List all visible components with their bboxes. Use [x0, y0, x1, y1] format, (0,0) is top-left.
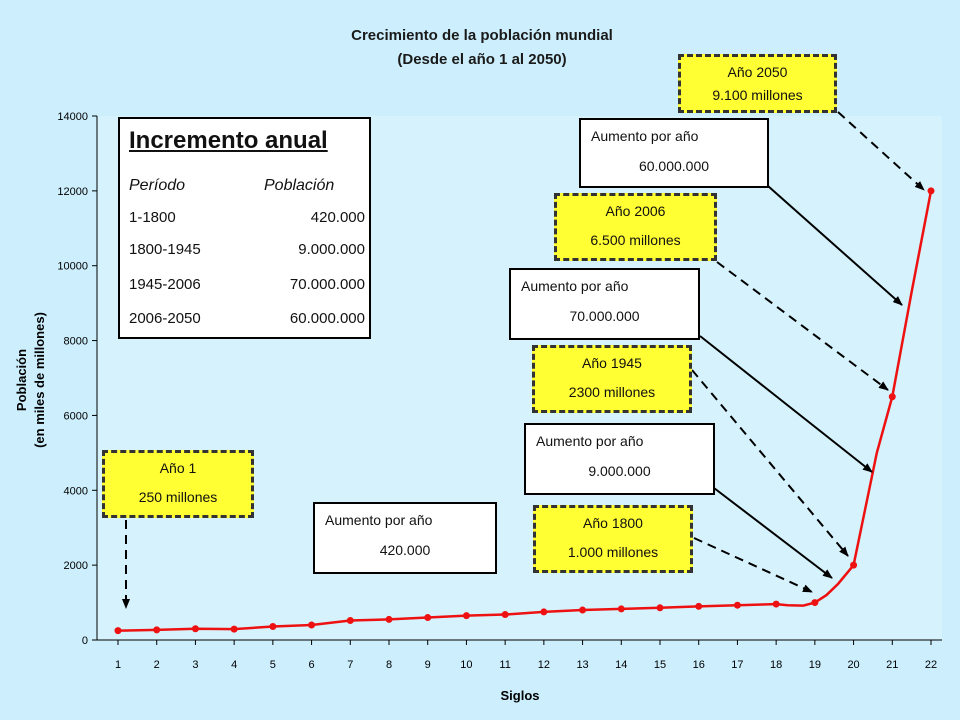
year-1-box [102, 450, 254, 518]
data-point [579, 607, 586, 614]
year-1-value: 250 millones [138, 489, 218, 505]
data-point [308, 622, 315, 629]
data-point [657, 604, 664, 611]
row-value: 60.000.000 [289, 310, 365, 327]
y-axis-title-line1: Población [14, 348, 29, 412]
increase-row [129, 241, 365, 261]
increase-note-420k [313, 502, 497, 574]
row-period: 1-1800 [129, 209, 176, 226]
increase-note-value: 70.000.000 [569, 308, 640, 324]
year-2050-label: Año 2050 [727, 64, 788, 80]
increase-row [129, 209, 365, 229]
y-tick-label: 10000 [57, 260, 88, 273]
increase-note-label: Aumento por año [591, 128, 699, 144]
y-tick-label: 6000 [63, 410, 88, 423]
y-tick-label: 14000 [57, 111, 88, 123]
year-2006-box [554, 193, 717, 261]
y-tick-label: 12000 [57, 185, 88, 198]
year-1800-box [533, 505, 693, 573]
year-2050-box [678, 54, 837, 113]
row-value: 420.000 [310, 209, 365, 226]
x-tick-label: 11 [499, 659, 511, 671]
y-axis-title-line2: (en miles de millones) [32, 312, 47, 448]
data-point [811, 599, 818, 606]
data-point [115, 627, 122, 634]
data-point [347, 617, 354, 624]
increase-note-9m [524, 423, 715, 495]
data-point [773, 601, 780, 608]
x-tick-label: 19 [808, 659, 821, 671]
header-period: Período [129, 177, 186, 194]
year-2006-label: Año 2006 [605, 203, 666, 219]
x-tick-label: 16 [692, 659, 705, 671]
increase-note-label: Aumento por año [521, 278, 629, 294]
data-point [889, 393, 896, 400]
increase-note-value: 60.000.000 [638, 158, 710, 174]
x-tick-label: 1 [114, 659, 122, 671]
data-point [269, 623, 276, 630]
x-tick-label: 8 [385, 659, 393, 671]
x-tick-label: 20 [847, 659, 860, 671]
annual-increase-title: Incremento anual [129, 127, 328, 154]
row-period: 1800-1945 [129, 241, 201, 258]
chart-subtitle: (Desde el año 1 al 2050) [397, 51, 567, 68]
x-tick-label: 3 [192, 659, 199, 671]
increase-note-label: Aumento por año [325, 512, 433, 528]
row-period: 1945-2006 [129, 276, 201, 293]
x-tick-label: 13 [576, 659, 589, 671]
x-tick-label: 6 [308, 659, 315, 671]
x-tick-label: 12 [537, 659, 550, 671]
data-point [463, 612, 470, 619]
data-point [618, 605, 625, 612]
x-axis-title: Siglos [500, 688, 540, 703]
data-point [231, 626, 238, 633]
x-tick-label: 5 [269, 659, 276, 671]
row-value: 70.000.000 [289, 276, 365, 293]
x-tick-label: 18 [770, 659, 783, 671]
row-period: 2006-2050 [129, 310, 201, 327]
chart-title: Crecimiento de la población mundial [351, 27, 613, 44]
increase-note-label: Aumento por año [536, 433, 644, 449]
annual-increase-box [118, 117, 371, 339]
data-point [540, 608, 547, 615]
year-1800-value: 1.000 millones [567, 544, 659, 560]
x-tick-label: 17 [731, 659, 744, 671]
data-point [502, 611, 509, 618]
x-tick-label: 10 [460, 659, 473, 671]
increase-note-70m [509, 268, 700, 340]
data-point [928, 187, 935, 194]
row-value: 9.000.000 [298, 241, 365, 258]
x-tick-label: 4 [231, 659, 238, 671]
x-tick-label: 21 [886, 659, 899, 671]
increase-note-value: 9.000.000 [588, 463, 651, 479]
x-tick-label: 9 [424, 659, 431, 671]
data-point [386, 616, 393, 623]
data-point [695, 603, 702, 610]
year-1945-label: Año 1945 [582, 355, 642, 371]
x-tick-label: 2 [153, 659, 160, 671]
year-1945-box [532, 345, 692, 413]
year-1800-label: Año 1800 [583, 515, 643, 531]
year-1-label: Año 1 [159, 460, 197, 476]
increase-row [129, 276, 365, 296]
year-1945-value: 2300 millones [568, 384, 656, 400]
data-point [850, 562, 857, 569]
x-tick-label: 22 [924, 659, 938, 671]
year-2006-value: 6.500 millones [590, 232, 681, 248]
increase-note-value: 420.000 [379, 542, 431, 558]
data-point [192, 625, 199, 632]
data-point [424, 614, 431, 621]
increase-note-60m [579, 118, 769, 188]
data-point [153, 626, 160, 633]
x-tick-label: 14 [615, 659, 628, 671]
y-tick-label: 8000 [63, 335, 88, 348]
x-tick-label: 7 [347, 659, 354, 671]
x-tick-label: 15 [653, 659, 667, 671]
y-axis-ticks [57, 111, 97, 647]
increase-row [129, 310, 365, 330]
y-tick-label: 2000 [63, 560, 88, 573]
header-population: Población [264, 177, 335, 194]
data-point [734, 602, 741, 609]
year-2050-value: 9.100 millones [712, 87, 803, 103]
y-tick-label: 4000 [63, 485, 88, 498]
y-tick-label: 0 [81, 635, 88, 647]
x-axis-ticks [115, 640, 937, 671]
